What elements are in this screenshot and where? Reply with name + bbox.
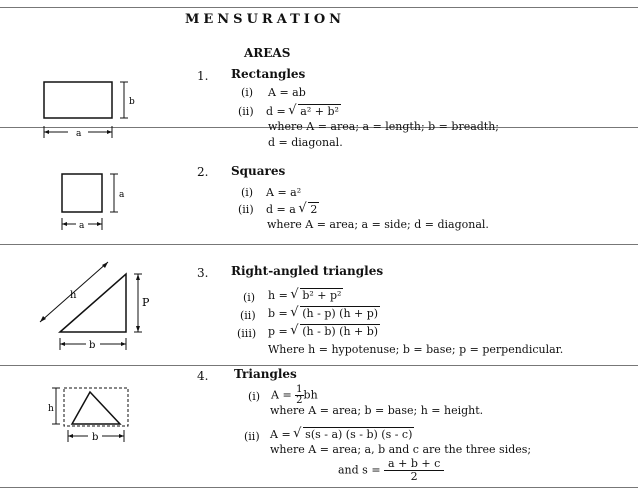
radicand: (h - b) (h + b) (302, 325, 379, 338)
radicand: (h - p) (h + p) (302, 307, 379, 320)
rectangle-diagram (34, 76, 144, 146)
triangle-label-p: P (142, 296, 150, 309)
formula-index: (ii) (238, 203, 254, 216)
formula-diagonal (266, 203, 319, 216)
page-title: MENSURATION (185, 12, 346, 27)
radicand: s(s - a) (s - b) (s - c) (305, 428, 413, 441)
sqrt-expression (291, 289, 343, 302)
areas-heading: AREAS (244, 46, 291, 60)
sqrt-expression (289, 105, 341, 118)
radicand: 2 (310, 203, 318, 216)
formula-lhs: h = (268, 289, 288, 302)
fraction (295, 385, 303, 406)
numerator: 1 (296, 384, 303, 395)
formula-index: (i) (241, 186, 254, 199)
triangle-label-h: h (70, 290, 77, 301)
formula-index: (i) (243, 291, 256, 304)
section-title: Right-angled triangles (231, 264, 384, 278)
formula-index: (i) (241, 86, 254, 99)
where-text: where A = area; a = length; b = breadth; (268, 120, 500, 133)
rule-2 (0, 244, 638, 245)
denominator: 2 (410, 470, 418, 483)
formula-index: (i) (248, 390, 261, 403)
where-text: where A = area; a, b and c are the three sides; (270, 443, 532, 456)
formula-lhs: A = (271, 388, 292, 402)
formula-area: A = a² (266, 186, 302, 199)
rule-3 (0, 365, 638, 366)
formula-index: (ii) (244, 430, 260, 443)
fraction (384, 458, 444, 483)
formula-lhs: p = (268, 325, 288, 338)
formula-lhs: d = (266, 105, 286, 118)
triangle-label-h: h (48, 404, 54, 414)
formula-lhs: and s = (338, 463, 381, 477)
where-text: d = diagonal. (268, 136, 343, 149)
rule-top (0, 7, 638, 8)
section-number: 1. (197, 69, 209, 83)
formula-area-half (271, 385, 318, 406)
rect-label-a: a (76, 129, 82, 139)
radicand: b² + p² (302, 289, 342, 302)
numerator: a + b + c (384, 458, 444, 471)
formula-index: (ii) (238, 105, 254, 118)
where-text: Where h = hypotenuse; b = base; p = perpendicular. (268, 343, 564, 356)
where-text: where A = area; a = side; d = diagonal. (267, 218, 489, 231)
square-diagram (52, 168, 142, 234)
section-number: 4. (197, 369, 209, 383)
sqrt-expression (291, 325, 380, 338)
triangle-diagram (38, 384, 138, 454)
formula-lhs: d = a (266, 203, 296, 216)
formula-lhs: A = (270, 428, 291, 441)
section-number: 3. (197, 266, 209, 280)
sqrt-expression (291, 307, 380, 320)
triangle-label-b: b (89, 340, 96, 351)
right-triangle-diagram (34, 258, 164, 358)
formula-perpendicular (268, 325, 380, 338)
rule-bottom (0, 487, 638, 488)
formula-diagonal (266, 105, 341, 118)
sqrt-expression (299, 203, 319, 216)
formula-rhs: bh (303, 388, 318, 402)
formula-index: (iii) (237, 327, 257, 340)
triangle-label-b: b (92, 432, 99, 443)
section-number: 2. (197, 165, 209, 179)
square-label-a-bottom: a (79, 221, 85, 231)
formula-lhs: b = (268, 307, 288, 320)
section-title: Squares (231, 164, 286, 178)
denominator: 2 (296, 395, 303, 406)
rect-label-b: b (129, 97, 135, 107)
section-title: Rectangles (231, 67, 306, 81)
formula-area: A = ab (268, 86, 306, 99)
sqrt-expression (294, 428, 414, 441)
formula-hypotenuse (268, 289, 343, 302)
section-title: Triangles (234, 367, 297, 381)
semi-perimeter-formula (338, 458, 444, 483)
square-label-a-side: a (119, 190, 125, 200)
formula-index: (ii) (240, 309, 256, 322)
radicand: a² + b² (300, 105, 339, 118)
where-text: where A = area; b = base; h = height. (270, 404, 484, 417)
formula-herons (270, 428, 414, 441)
formula-base (268, 307, 380, 320)
